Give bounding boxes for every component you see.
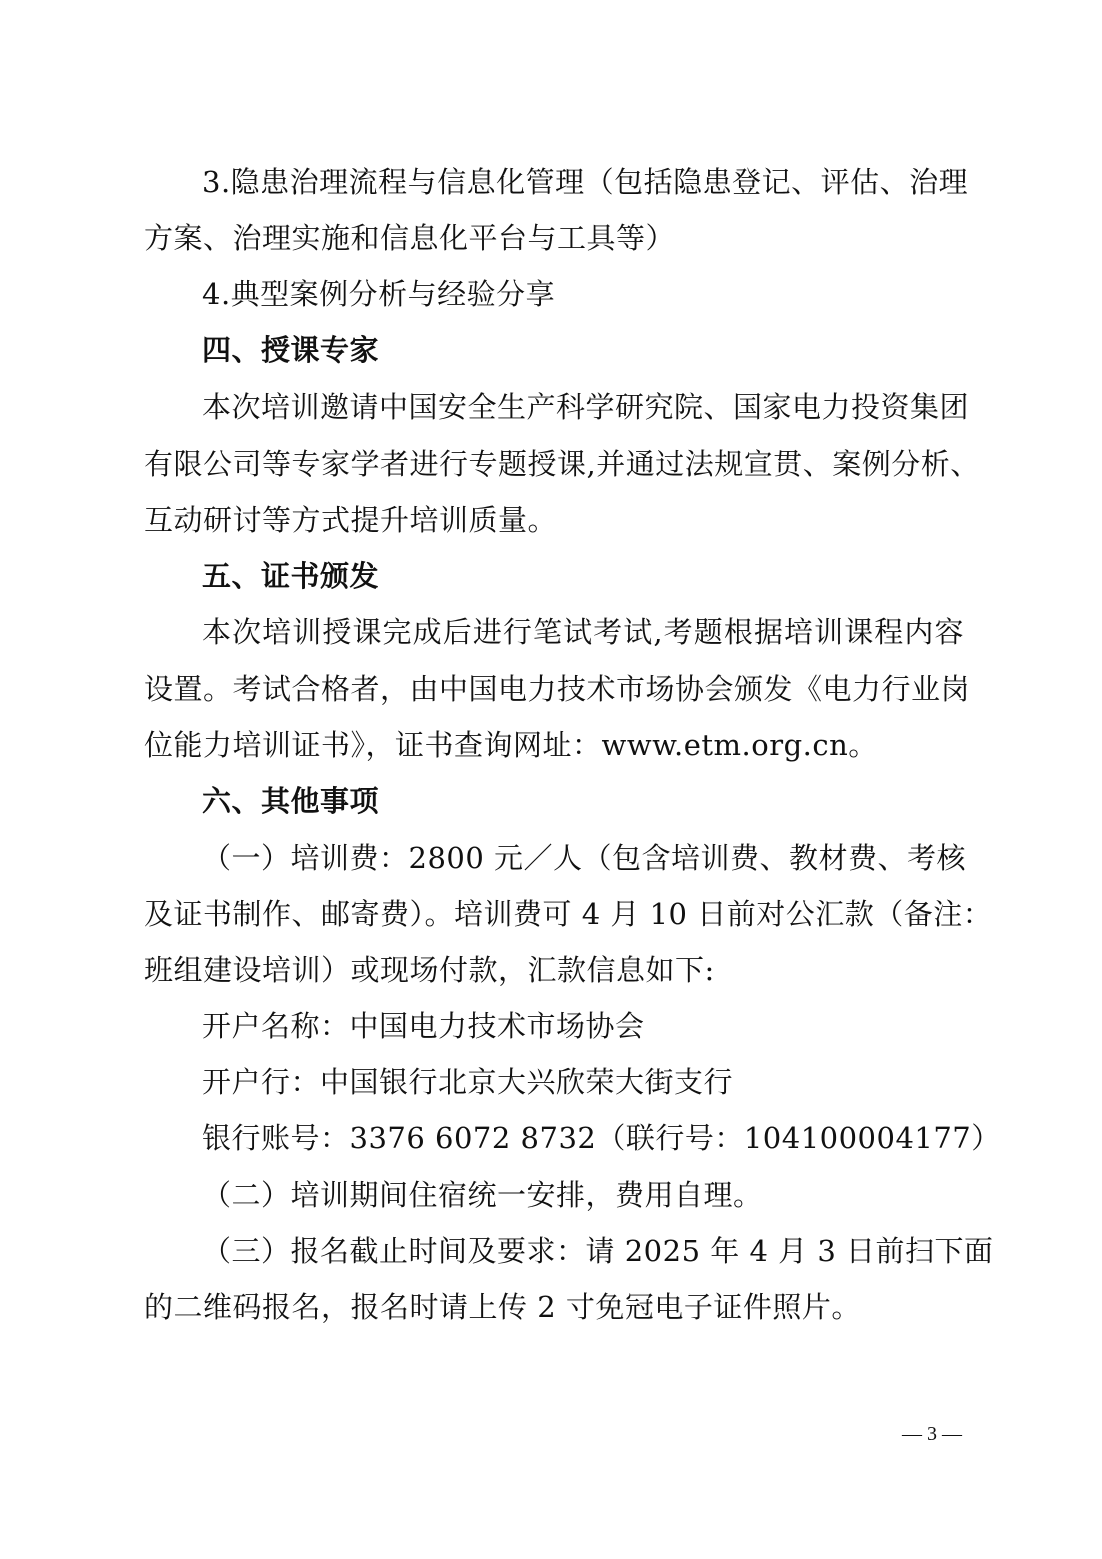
page-number: — 3 — — [902, 1423, 962, 1445]
paragraph-line: 3.隐患治理流程与信息化管理（包括隐患登记、评估、治理 — [202, 165, 969, 199]
section-heading-experts: 四、授课专家 — [202, 333, 380, 367]
paragraph-line: 互动研讨等方式提升培训质量。 — [144, 503, 558, 537]
account-name-line: 开户名称：中国电力技术市场协会 — [202, 1009, 645, 1043]
paragraph-line: 班组建设培训）或现场付款，汇款信息如下: — [144, 953, 715, 987]
paragraph-line: 方案、治理实施和信息化平台与工具等） — [144, 221, 676, 255]
paragraph-line: 的二维码报名，报名时请上传 2 寸免冠电子证件照片。 — [144, 1290, 861, 1324]
paragraph-line: 本次培训邀请中国安全生产科学研究院、国家电力投资集团 — [202, 390, 970, 424]
section-heading-certificate: 五、证书颁发 — [202, 559, 380, 593]
paragraph-line: （二）培训期间住宿统一安排，费用自理。 — [202, 1178, 763, 1212]
paragraph-line: 及证书制作、邮寄费）。培训费可 4 月 10 日前对公汇款（备注： — [144, 897, 993, 931]
paragraph-line: （三）报名截止时间及要求：请 2025 年 4 月 3 日前扫下面 — [202, 1234, 994, 1268]
section-heading-other-matters: 六、其他事项 — [202, 784, 380, 818]
paragraph-line: 4.典型案例分析与经验分享 — [202, 277, 556, 311]
paragraph-line: 有限公司等专家学者进行专题授课,并通过法规宣贯、案例分析、 — [144, 447, 980, 481]
paragraph-line: 设置。考试合格者，由中国电力技术市场协会颁发《电力行业岗 — [144, 672, 971, 706]
paragraph-line: 本次培训授课完成后进行笔试考试,考题根据培训课程内容 — [202, 615, 964, 649]
bank-line: 开户行：中国银行北京大兴欣荣大街支行 — [202, 1065, 734, 1099]
account-number-line: 银行账号：3376 6072 8732（联行号：104100004177） — [202, 1121, 1001, 1155]
paragraph-line: 位能力培训证书》，证书查询网址：www.etm.org.cn。 — [144, 728, 878, 762]
paragraph-line: （一）培训费：2800 元／人（包含培训费、教材费、考核 — [202, 841, 967, 875]
